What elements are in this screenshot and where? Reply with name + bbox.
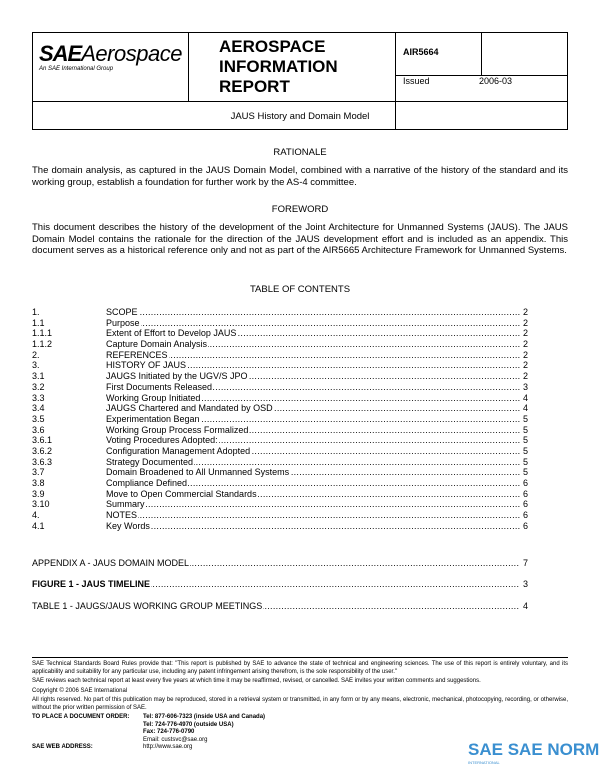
toc-title: Capture Domain Analysis [106,339,208,350]
toc-number: 1.1.1 [32,328,53,339]
issued-date: 2006-03 [479,76,513,86]
toc-page: 5 [522,467,528,478]
toc-entry[interactable] [32,489,528,500]
toc-title: SCOPE [106,307,138,317]
order-email[interactable]: Email: custsvc@sae.org [143,736,208,743]
web-label: SAE WEB ADDRESS: [32,744,93,750]
toc-title: HISTORY OF JAUS [106,360,187,371]
toc-number: 3.2 [32,381,45,392]
toc-entry[interactable] [32,328,528,339]
foreword-heading: FOREWORD [271,204,329,215]
toc-entry[interactable] [32,457,528,468]
toc-page: 4 [522,392,528,403]
toc-number: 1. [32,307,40,317]
toc-entry[interactable] [32,510,528,521]
toc-appendix[interactable]: APPENDIX A - JAUS DOMAIN MODEL ..... 7 [32,558,528,568]
order-fax: Fax: 724-776-0790 [143,729,195,735]
document-title: JAUS History and Domain Model [230,111,370,122]
toc-number: 3.6.3 [32,456,53,467]
toc-entry[interactable] [32,371,528,382]
footer [32,657,568,752]
toc-number: 3.9 [32,488,45,499]
rationale-text: The domain analysis, as captured in the JAUS Domain Model, combined with a narrative of the history of the standard and its working group, establish a foundation for further work by the AS-4 committee. [32,165,568,188]
toc-number: 3.10 [32,499,50,510]
rationale-heading: RATIONALE [273,147,327,158]
toc-title: Experimentation Began [106,413,200,424]
toc-page: 6 [522,478,528,488]
toc-entry[interactable] [32,307,528,318]
footer-rights: All rights reserved. No part of this publication may be reproduced, stored in a retrieval system or transmitted, in any form or by any means, electronic, mechanical, photocopying, recording, or otherwise, without the prior written permission of SAE. [32,697,568,711]
toc-title: Purpose [106,317,140,328]
web-address[interactable]: http://www.sae.org [143,744,193,750]
toc-title: Working Group Process Formalized [106,424,249,435]
table-of-contents [32,307,528,531]
toc-number: 3.6.1 [32,435,53,446]
toc-page: 6 [522,499,528,510]
toc-number: 2. [32,349,40,360]
toc-entry[interactable] [32,467,528,478]
divider [33,101,567,102]
toc-page: 5 [522,445,528,456]
toc-page: 2 [522,349,528,360]
footer-copyright: Copyright © 2006 SAE International [32,687,128,694]
divider [188,33,189,101]
toc-entry[interactable] [32,339,528,350]
document-number: AIR5664 [403,47,439,57]
toc-page: 2 [522,328,528,339]
toc-number: 3.7 [32,467,45,478]
toc-title: Voting Procedures Adopted: [106,435,218,446]
toc-title: Key Words [106,520,150,531]
toc-entry[interactable] [32,425,528,436]
toc-heading: TABLE OF CONTENTS [249,284,351,295]
toc-entry[interactable] [32,446,528,457]
toc-page: 6 [522,510,528,521]
toc-title: Extent of Effort to Develop JAUS [106,328,237,339]
toc-page: 2 [522,360,528,371]
order-tel1: Tel: 877-606-7323 (inside USA and Canada) [143,714,266,720]
toc-entry[interactable] [32,403,528,414]
toc-title: First Documents Released [106,381,213,392]
toc-title: Strategy Documented [106,456,194,467]
toc-number: 3.3 [32,392,45,403]
toc-number: 3.1 [32,371,45,382]
toc-number: 3.4 [32,403,45,414]
toc-entry[interactable] [32,318,528,329]
toc-page: 5 [522,413,528,424]
toc-table[interactable]: TABLE 1 - JAUGS/JAUS WORKING GROUP MEETINGS ..... 4 [32,601,528,611]
toc-page: 5 [522,424,528,435]
toc-title: NOTES [106,510,138,521]
toc-page: 5 [522,456,528,467]
toc-entry[interactable] [32,478,528,489]
toc-page: 6 [522,520,528,531]
sae-aerospace-logo: SAEAerospace An SAE International Group [39,41,182,72]
toc-figure[interactable]: FIGURE 1 - JAUS TIMELINE ..... 3 [32,579,528,589]
toc-number: 1.1.2 [32,339,53,350]
document-header [32,32,568,130]
toc-number: 3. [32,360,40,371]
toc-number: 4. [32,510,40,521]
toc-page: 2 [522,339,528,350]
toc-entry[interactable] [32,382,528,393]
toc-number: 1.1 [32,317,45,328]
order-tel2: Tel: 724-776-4970 (outside USA) [143,721,234,728]
toc-page: 2 [522,307,528,317]
divider [481,33,482,75]
footer-review: SAE reviews each technical report at least every five years at which time it may be reaffirmed, revised, or cancelled. SAE invites your written comments and suggestions. [32,678,481,684]
toc-page: 4 [522,403,528,414]
toc-entry[interactable] [32,350,528,361]
report-type: AEROSPACE INFORMATION REPORT [219,37,338,96]
toc-number: 4.1 [32,520,45,531]
toc-page: 2 [522,371,528,382]
toc-number: 3.6 [32,424,45,435]
toc-title: Working Group Initiated [106,392,201,403]
toc-entry[interactable] [32,393,528,404]
toc-number: 3.8 [32,478,45,488]
toc-title: JAUGS Initiated by the UGV/S JPO [106,371,248,382]
toc-title: REFERENCES [106,349,168,360]
toc-title: Configuration Management Adopted [106,445,251,456]
toc-page: 6 [522,488,528,499]
toc-title: JAUGS Chartered and Mandated by OSD [106,403,273,414]
foreword-text: This document describes the history of the development of the Joint Architecture for Unmanned Systems (JAUS). The JAUS Domain Model contains the rationale for the direction of the JAUS development effort and is included as an appendix. This document serves as a historical reference only and not as part of the AIR5665 Architecture Framework for Unmanned Systems. [32,222,568,256]
toc-number: 3.5 [32,413,45,424]
toc-title: Domain Broadened to All Unmanned Systems [106,467,290,478]
toc-entry[interactable] [32,414,528,425]
order-label: TO PLACE A DOCUMENT ORDER: [32,714,130,720]
toc-number: 3.6.2 [32,445,53,456]
toc-title: Summary [106,499,145,510]
toc-entry[interactable] [32,435,528,446]
toc-entry[interactable] [32,360,528,371]
toc-entry[interactable] [32,521,528,532]
footer-rules: SAE Technical Standards Board Rules provide that: "This report is published by SAE to advance the state of technical and engineering sciences. The use of this report is entirely voluntary, and its applicability and suitability for any particular use, including any patent infringement arising therefrom, is the sole responsibility of the user." [32,661,568,675]
toc-page: 5 [522,435,528,446]
toc-title: Compliance Defined [106,478,188,488]
toc-page: 2 [522,317,528,328]
toc-page: 3 [522,381,528,392]
sae-norm-watermark: SAE SAE NORM INTERNATIONAL [468,740,600,765]
toc-entry[interactable] [32,499,528,510]
issued-label: Issued [403,76,430,86]
toc-title: Move to Open Commercial Standards [106,488,257,499]
